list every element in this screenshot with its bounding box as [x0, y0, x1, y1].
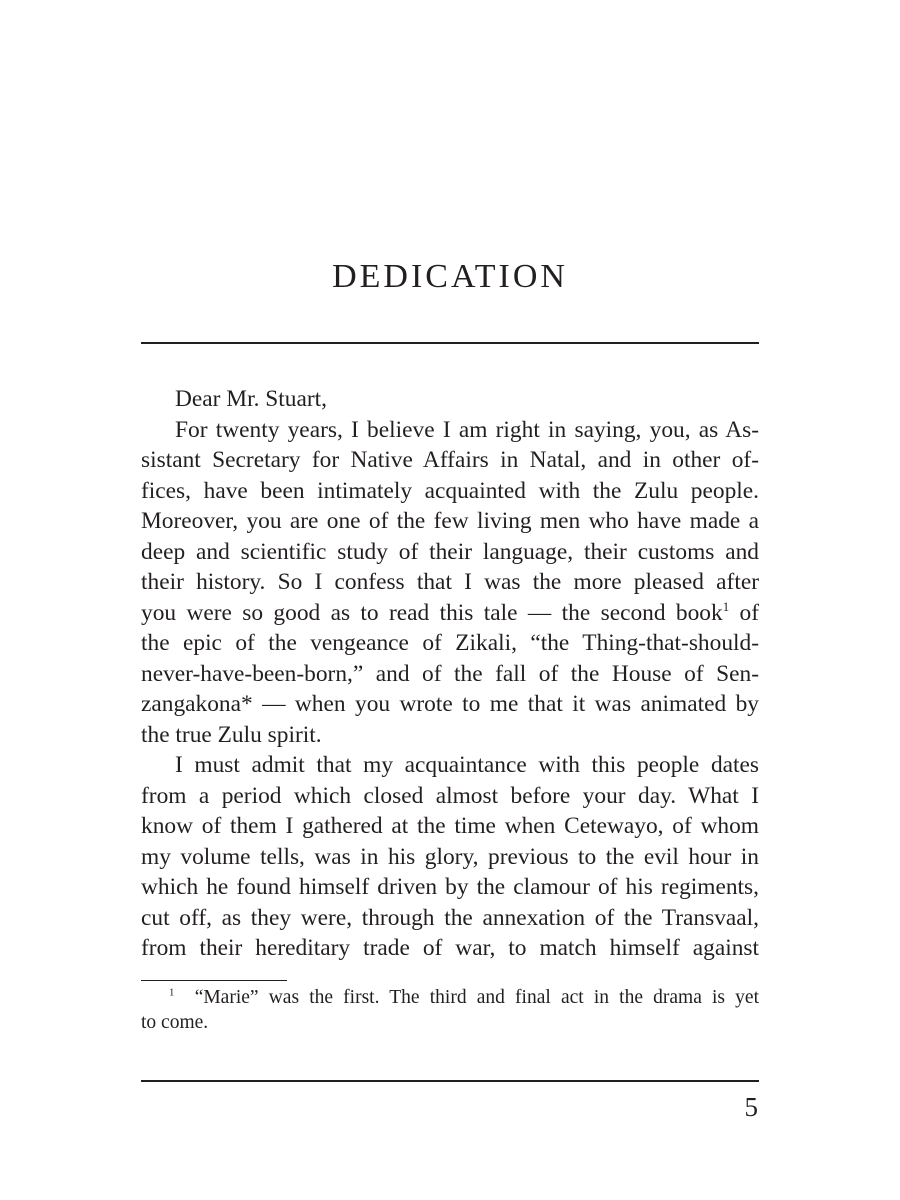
text-line: cut off, as they were, through the annexation of the Transvaal,: [141, 904, 759, 931]
text-line: know of them I gathered at the time when Cetewayo, of whom: [141, 813, 759, 839]
footnote-line: to come.: [141, 1012, 209, 1033]
footnote-reference[interactable]: 1: [722, 599, 730, 614]
dedication-body: [141, 384, 759, 964]
footnote-rule: [141, 980, 287, 981]
text-line: Dear Mr. Stuart,: [175, 386, 328, 412]
text-line-part: of: [729, 599, 759, 626]
page-number: 5: [744, 1092, 758, 1122]
top-rule: [141, 342, 759, 344]
footnote: [141, 985, 759, 1035]
text-line: deep and scientific study of their language, their customs and: [141, 538, 759, 565]
text-line: from a period which closed almost before your day. What I: [141, 782, 759, 809]
footnote-line: [141, 985, 759, 1010]
text-line: Moreover, you are one of the few living men who have made a: [141, 508, 759, 534]
text-line-part: you were so good as to read this tale — the second book: [141, 599, 723, 626]
text-line: For twenty years, I believe I am right in saying, you, as As-: [175, 416, 759, 443]
text-line: never-have-been-born,” and of the fall of the House of Sen-: [141, 660, 759, 687]
bottom-rule: [141, 1080, 759, 1082]
text-line: zangakona* — when you wrote to me that it was animated by: [141, 691, 759, 717]
text-line: [141, 598, 759, 629]
text-line: sistant Secretary for Native Affairs in Natal, and in other of-: [141, 447, 759, 473]
text-line: my volume tells, was in his glory, previous to the evil hour in: [141, 843, 759, 870]
text-line: the true Zulu spirit.: [141, 721, 322, 748]
text-line: fices, have been intimately acquainted with the Zulu people.: [141, 477, 759, 504]
text-line: which he found himself driven by the clamour of his regiments,: [141, 874, 759, 900]
paragraph-2: [141, 750, 759, 964]
page-title: DEDICATION: [332, 258, 568, 295]
paragraph-salutation: [141, 384, 759, 415]
text-line: from their hereditary trade of war, to match himself against: [141, 935, 759, 961]
footnote-text: “Marie” was the first. The third and final act in the drama is yet: [194, 987, 760, 1008]
text-line: the epic of the vengeance of Zikali, “the Thing-that-should-: [141, 630, 759, 656]
paragraph-1: [141, 415, 759, 751]
text-line: their history. So I confess that I was the more pleased after: [141, 569, 759, 595]
text-line: I must admit that my acquaintance with this people dates: [175, 752, 759, 778]
footnote-marker: 1: [169, 986, 175, 999]
